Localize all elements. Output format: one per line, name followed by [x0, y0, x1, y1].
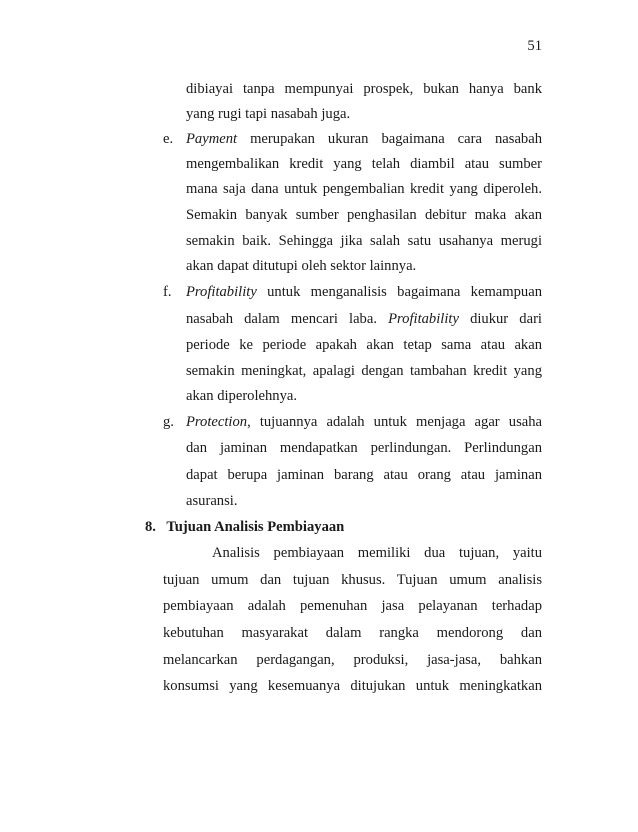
item-e-line-2: mengembalikan kredit yang telah diambil atau sumber — [186, 156, 542, 172]
item-g-term: Protection — [186, 414, 248, 430]
item-f-line-5: akan diperolehnya. — [186, 388, 298, 404]
item-g-line-4: asuransi. — [186, 493, 238, 509]
section-8-heading — [145, 518, 344, 536]
section-8-line-1: Analisis pembiayaan memiliki dua tujuan, yaitu — [212, 545, 542, 561]
page-number: 51 — [527, 38, 542, 54]
item-e-term: Payment — [186, 131, 238, 147]
item-e-line-3: mana saja dana untuk pengembalian kredit yang diperoleh. — [186, 181, 542, 197]
section-8-line-5: melancarkan perdagangan, produksi, jasa-jasa, bahkan — [163, 652, 542, 668]
item-f-line-1 — [186, 283, 542, 301]
section-8-number: 8. — [145, 519, 156, 535]
item-g-first-rest: , tujuannya adalah untuk menjaga agar usaha — [247, 414, 542, 430]
section-8-line-2: tujuan umum dan tujuan khusus. Tujuan umum analisis — [163, 572, 542, 588]
section-8-title: Tujuan Analisis Pembiayaan — [166, 519, 345, 535]
item-f-first-rest: untuk menganalisis bagaimana kemampuan — [267, 284, 542, 300]
item-e-marker: e. — [163, 131, 174, 147]
item-e-line-4: Semakin banyak sumber penghasilan debitur maka akan — [186, 207, 542, 223]
item-d-line-2: yang rugi tapi nasabah juga. — [186, 106, 351, 122]
item-f-line-4: semakin meningkat, apalagi dengan tambahan kredit yang — [186, 363, 542, 379]
item-e-line-5: semakin baik. Sehingga jika salah satu usahanya merugi — [186, 233, 542, 249]
section-8-line-4: kebutuhan masyarakat dalam rangka mendorong dan — [163, 625, 542, 641]
item-d-line-1: dibiayai tanpa mempunyai prospek, bukan hanya bank — [186, 81, 542, 97]
item-g-marker: g. — [163, 414, 174, 430]
item-f-line-2-after: diukur dari — [470, 311, 542, 327]
item-f-line-2-term: Profitability — [388, 311, 459, 327]
item-g-line-1 — [186, 413, 542, 431]
item-g-line-3: dapat berupa jaminan barang atau orang atau jaminan — [186, 467, 542, 483]
section-8-line-6: konsumsi yang kesemuanya ditujukan untuk meningkatkan — [163, 678, 542, 694]
item-e-line-1 — [186, 130, 542, 148]
item-f-marker: f. — [163, 284, 172, 300]
item-f-term: Profitability — [186, 284, 257, 300]
item-f-line-2-before: nasabah dalam mencari laba. — [186, 311, 377, 327]
item-f-line-3: periode ke periode apakah akan tetap sama atau akan — [186, 337, 542, 353]
item-f-line-2 — [186, 310, 542, 328]
section-8-line-3: pembiayaan adalah pemenuhan jasa pelayanan terhadap — [163, 598, 542, 614]
item-g-line-2: dan jaminan mendapatkan perlindungan. Perlindungan — [186, 440, 542, 456]
item-e-first-rest: merupakan ukuran bagaimana cara nasabah — [250, 131, 542, 147]
item-e-line-6: akan dapat ditutupi oleh sektor lainnya. — [186, 258, 417, 274]
